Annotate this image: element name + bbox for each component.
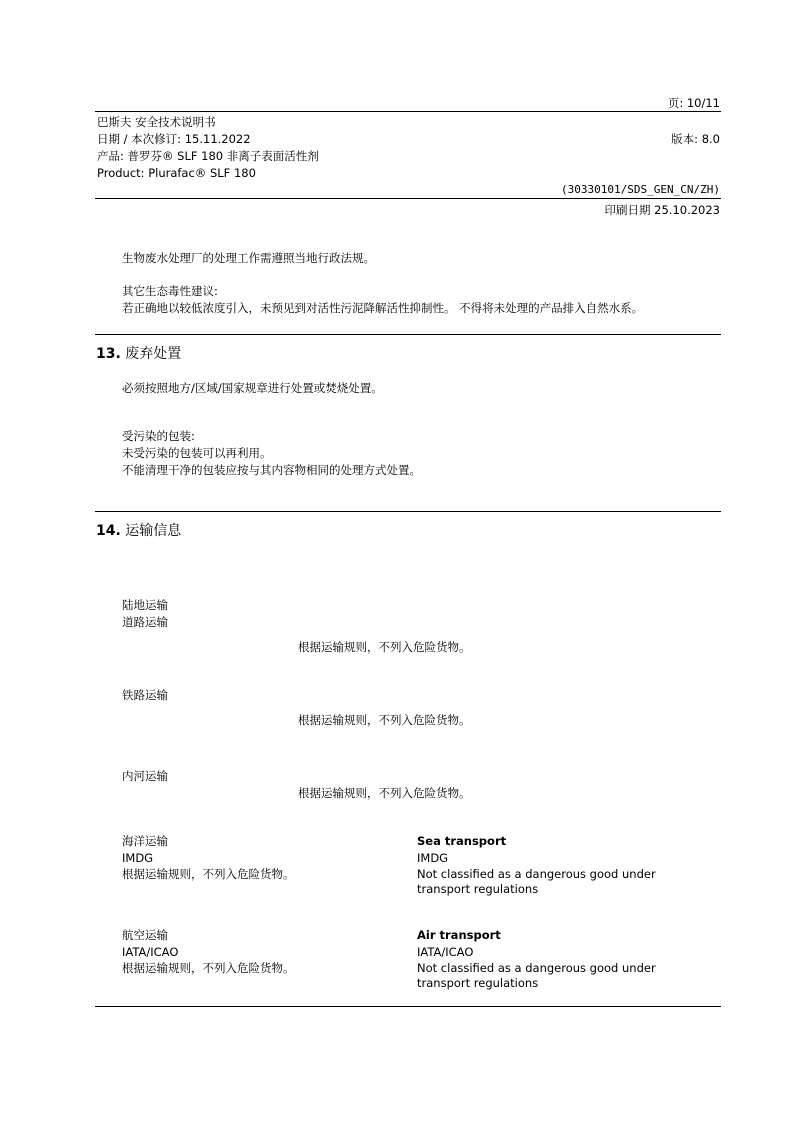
eco-advice-label: 其它生态毒性建议:: [122, 284, 218, 298]
document-code: (30330101/SDS_GEN_CN/ZH): [561, 183, 720, 196]
sea-transport-value-cn: 根据运输规则，不列入危险货物。: [122, 867, 295, 881]
air-transport-value-en-2: transport regulations: [417, 976, 539, 990]
wastewater-note: 生物废水处理厂的处理工作需遵照当地行政法规。: [122, 251, 375, 265]
header-top-rule: [95, 111, 721, 112]
product-name-en: Product: Plurafac® SLF 180: [97, 166, 256, 180]
revision-date: 日期 / 本次修订: 15.11.2022: [97, 132, 251, 146]
section-13-title: 废弃处置: [125, 346, 182, 362]
sea-transport-value-en-2: transport regulations: [417, 882, 539, 896]
document-title: 巴斯夫 安全技术说明书: [97, 115, 216, 129]
inland-waterway-label: 内河运输: [122, 769, 168, 783]
air-transport-label-en: Air transport: [417, 928, 501, 942]
air-transport-code-en: IATA/ICAO: [417, 945, 474, 959]
section-divider: [95, 334, 721, 335]
air-transport-label-cn: 航空运输: [122, 928, 168, 942]
section-13-number: 13.: [96, 346, 121, 362]
air-transport-value-en-1: Not classified as a dangerous good under: [417, 961, 656, 975]
section-divider: [95, 511, 721, 512]
road-transport-label: 道路运输: [122, 615, 168, 629]
product-name-cn: 产品: 普罗芬® SLF 180 非离子表面活性剂: [97, 149, 319, 163]
print-date: 印刷日期 25.10.2023: [604, 203, 720, 217]
inland-waterway-value: 根据运输规则，不列入危险货物。: [298, 786, 471, 800]
air-transport-code-cn: IATA/ICAO: [122, 945, 179, 959]
sea-transport-value-en-1: Not classified as a dangerous good under: [417, 867, 656, 881]
sea-transport-code-en: IMDG: [417, 851, 449, 865]
section-14-number: 14.: [96, 523, 121, 539]
rail-transport-value: 根据运输规则，不列入危险货物。: [298, 713, 471, 727]
road-transport-value: 根据运输规则，不列入危险货物。: [298, 640, 471, 654]
rail-transport-label: 铁路运输: [122, 688, 168, 702]
section-divider: [95, 1006, 721, 1007]
sea-transport-label-cn: 海洋运输: [122, 834, 168, 848]
land-transport-label: 陆地运输: [122, 598, 168, 612]
contaminated-packaging-label: 受污染的包装:: [122, 429, 195, 443]
section-13-heading: [96, 345, 181, 363]
section-14-title: 运输信息: [125, 523, 182, 539]
disposal-instructions: 必须按照地方/区域/国家规章进行处置或焚烧处置。: [122, 381, 383, 395]
version: 版本: 8.0: [671, 132, 720, 146]
page-number: 页: 10/11: [667, 96, 720, 110]
packaging-disposal: 不能清理干净的包装应按与其内容物相同的处理方式处置。: [122, 463, 421, 477]
eco-advice-text: 若正确地以较低浓度引入，未预见到对活性污泥降解活性抑制性。 不得将未处理的产品排入自然水系。: [122, 301, 644, 315]
sea-transport-code-cn: IMDG: [122, 851, 154, 865]
header-bottom-rule: [95, 198, 721, 199]
section-14-heading: [96, 522, 181, 540]
packaging-reuse: 未受污染的包装可以再利用。: [122, 446, 272, 460]
air-transport-value-cn: 根据运输规则，不列入危险货物。: [122, 961, 295, 975]
sea-transport-label-en: Sea transport: [417, 834, 507, 848]
